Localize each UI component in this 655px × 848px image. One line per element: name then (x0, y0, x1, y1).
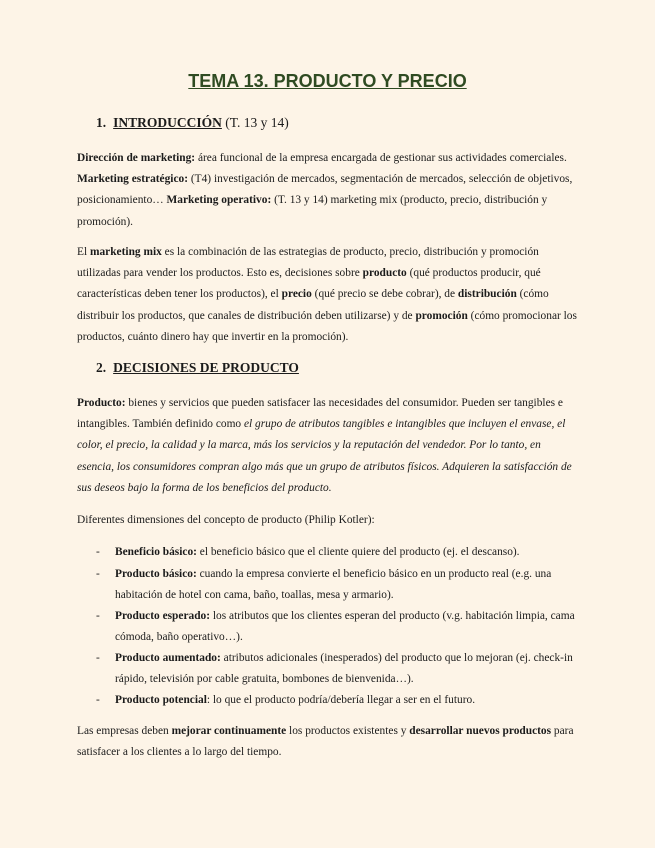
text-run: (cómo distribuir los productos, que canales de distribución deben utilizarse) y de (77, 288, 549, 322)
section-heading-decisiones-producto (96, 360, 299, 376)
bullet-term: Beneficio básico: (115, 546, 197, 558)
text-run: atributos adicionales (inesperados) del producto que lo mejoran (ej. check-in rápido, televisión por cable gratuita, bombones de bienvenida…). (115, 652, 573, 686)
text-run: es la combinación de las estrategias de producto, precio, distribución y promoción utilizadas para vender los productos. Esto es, decisiones sobre (77, 246, 539, 280)
term-producto: producto (362, 267, 407, 280)
bullet-term: Producto potencial (115, 694, 207, 706)
text-run: área funcional de la empresa encargada de gestionar sus actividades comerciales. (195, 152, 567, 164)
text-run: para satisfacer a los clientes a lo largo del tiempo. (77, 725, 574, 759)
section-reference: (T. 13 y 14) (221, 115, 289, 130)
term-marketing-mix: marketing mix (89, 246, 162, 258)
term-direccion-marketing: Dirección de marketing: (77, 152, 196, 164)
section-title: DECISIONES DE PRODUCTO (113, 360, 299, 375)
bullet-item (96, 542, 576, 563)
bullet-dash: - (96, 652, 100, 664)
italic-definition: el grupo de atributos tangibles e intangibles que incluyen el envase, el color, el precio, la calidad y la marca, más los servicios y la reputación del vendedor. Por lo tanto, en esencia, los consumidores compran algo más que un grupo de atributos físicos. Adquieren la satisfacción de sus deseos bajo la forma de los beneficios del producto. (77, 418, 572, 494)
text-run: : lo que el producto podría/debería llegar a ser en el futuro. (206, 694, 476, 706)
bullet-term: Producto esperado: (115, 610, 211, 622)
paragraph-dimensiones: Diferentes dimensiones del concepto de producto (Philip Kotler): (77, 514, 375, 526)
document-title: TEMA 13. PRODUCTO Y PRECIO (188, 71, 467, 91)
term-distribucion: distribución (457, 288, 517, 301)
bullet-text (115, 606, 576, 648)
text-run: (T4) investigación de mercados, segmentación de mercados, selección de objetivos, posicionamiento… (77, 173, 573, 207)
bullet-dash: - (96, 610, 100, 622)
bullet-item (96, 690, 576, 711)
paragraph-mejora-continua (77, 721, 577, 763)
term-precio: precio (281, 288, 312, 301)
term-promocion: promoción (415, 309, 468, 322)
bullet-dash: - (96, 568, 100, 580)
text-run: cuando la empresa convierte el beneficio básico en un producto real (e.g. una habitación de hotel con cama, baño, toallas, mesa y armario). (115, 568, 552, 602)
paragraph-marketing-definitions (77, 148, 577, 233)
bullet-text (115, 648, 576, 690)
bullet-text (115, 564, 576, 606)
term-marketing-estrategico: Marketing estratégico: (77, 173, 189, 186)
text-run: los productos existentes y (286, 725, 410, 737)
bullet-text (115, 542, 576, 563)
bullet-term: Producto aumentado: (115, 652, 221, 664)
text-run: (T. 13 y 14) marketing mix (producto, precio, distribución y promoción). (77, 194, 548, 228)
text-run: (qué precio se debe cobrar), de (311, 288, 458, 301)
section-heading-introduccion (96, 115, 289, 131)
term-desarrollar-nuevos-productos: desarrollar nuevos productos (409, 725, 552, 737)
section-number: 1. (96, 115, 107, 130)
bullet-text (115, 690, 576, 711)
section-number: 2. (96, 360, 107, 375)
text-run: Las empresas deben (77, 725, 172, 737)
text-run: los atributos que los clientes esperan del producto (v.g. habitación limpia, cama cómoda, baño operativo…). (115, 610, 575, 644)
bullet-item (96, 564, 576, 606)
paragraph-marketing-mix (77, 242, 577, 348)
term-mejorar-continuamente: mejorar continuamente (171, 725, 287, 737)
term-marketing-operativo: Marketing operativo: (166, 194, 272, 207)
text-run: (cómo promocionar los productos, cuánto dinero hay que invertir en la promoción). (77, 309, 577, 343)
bullet-item (96, 648, 576, 690)
text-run: bienes y servicios que pueden satisfacer las necesidades del consumidor. Pueden ser tangibles e intangibles. También definido como (77, 397, 563, 431)
text-run: El (77, 246, 90, 258)
term-producto-definicion: Producto: (77, 397, 126, 409)
bullet-item (96, 606, 576, 648)
paragraph-producto-definition (77, 393, 577, 499)
bullet-dash: - (96, 694, 100, 706)
bullet-dash: - (96, 546, 100, 558)
bullet-term: Producto básico: (115, 568, 197, 580)
text-run: el beneficio básico que el cliente quiere del producto (ej. el descanso). (196, 546, 520, 558)
section-title: INTRODUCCIÓN (113, 115, 222, 130)
text-run: (qué productos producir, qué características deben tener los productos), el (77, 267, 541, 301)
